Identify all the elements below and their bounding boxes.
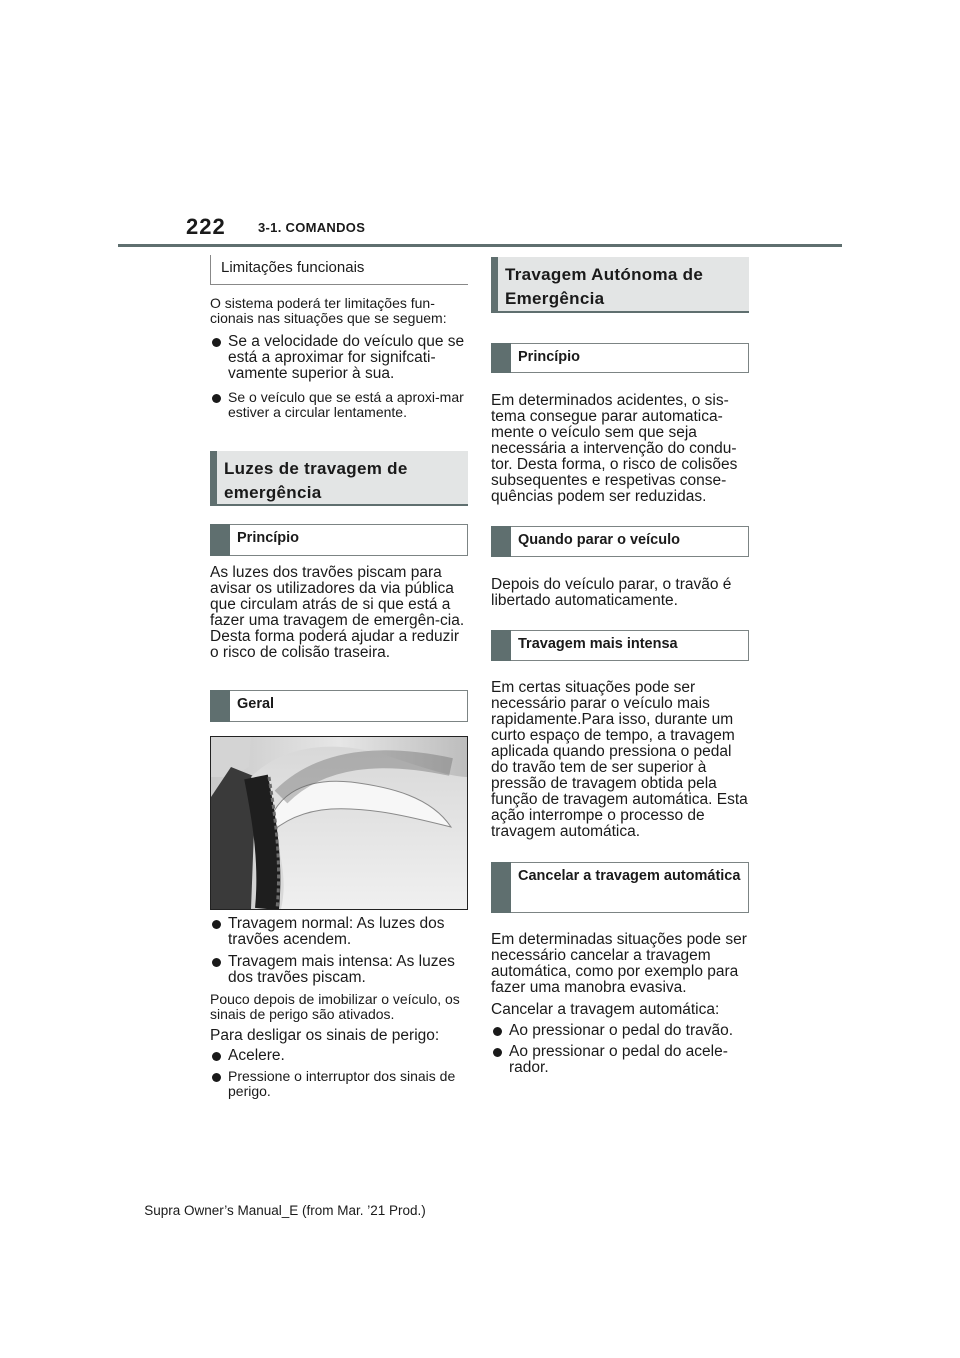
header-rule (118, 244, 842, 247)
subheading-intense-braking: Travagem mais intensa (491, 630, 749, 661)
list-item: Travagem normal: As luzes dos travões acendem. (210, 916, 468, 948)
limitations-subheading: Limitações funcionais (210, 255, 468, 285)
principle-text-left: As luzes dos travões piscam para avisar os utilizadores da via pública que circulam atrás de si que está a fazer uma travagem de emergên-cia. Desta forma poderá ajudar a reduzir o risco de colisão traseira. (210, 564, 465, 661)
subheading-general: Geral (210, 690, 468, 722)
principle-text-right: Em determinados acidentes, o sis-tema consegue parar automatica-mente o veículo sem que seja necessária a intervenção do condu-tor. Desta forma, o risco de colisões subsequentes e respetivas conse-quências podem ser reduzidas. (491, 392, 738, 505)
brake-light-illustration (210, 736, 468, 910)
subheading-stop: Quando parar o veículo (491, 526, 749, 557)
general-block (210, 916, 468, 1099)
list-item: Se a velocidade do veículo que se está a aproximar for signifcati-vamente superior à sua. (210, 334, 468, 382)
hazard-text: Pouco depois de imobilizar o veículo, os sinais de perigo são ativados. (210, 991, 460, 1022)
stop-text-block (491, 577, 749, 609)
subheading-principle-right: Princípio (491, 343, 749, 373)
chapter-title: 3-1. COMANDOS (258, 220, 366, 235)
cancel-block (491, 932, 749, 1076)
list-item: Travagem mais intensa: As luzes dos travões piscam. (210, 954, 468, 986)
subheading-principle-left: Princípio (210, 524, 468, 556)
disable-intro: Para desligar os sinais de perigo: (210, 1027, 440, 1044)
disable-list (210, 1048, 468, 1099)
cancel-text: Em determinadas situações pode ser necessário cancelar a travagem automática, como por exemplo para fazer uma manobra evasiva. (491, 931, 747, 996)
page-number: 222 (186, 214, 226, 239)
principle-text-left-block (210, 565, 468, 661)
list-item: Pressione o interruptor dos sinais de perigo. (210, 1069, 468, 1099)
cancel-intro: Cancelar a travagem automática: (491, 1001, 720, 1018)
limitations-list (210, 334, 468, 420)
subheading-cancel: Cancelar a travagem automática (491, 862, 749, 913)
limitations-intro: O sistema poderá ter limitações fun-cionais nas situações que se seguem: (210, 295, 447, 326)
footer-text: Supra Owner’s Manual_E (from Mar. ’21 Prod.) (144, 1203, 426, 1218)
list-item: Ao pressionar o pedal do travão. (491, 1023, 749, 1039)
section-heading-autonomous-braking: Travagem Autónoma de Emergência (491, 257, 749, 313)
brake-light-image (211, 737, 467, 909)
section-heading-emergency-lights: Luzes de travagem de emergência (210, 451, 468, 506)
list-item: Ao pressionar o pedal do acele-rador. (491, 1044, 749, 1076)
list-item: Acelere. (210, 1048, 468, 1064)
principle-text-right-block (491, 393, 749, 505)
list-item: Se o veículo que se está a aproxi-mar estiver a circular lentamente. (210, 390, 468, 420)
intense-text: Em certas situações pode ser necessário parar o veículo mais rapidamente.Para isso, durante um curto espaço de tempo, a travagem aplicada quando pressiona o pedal do travão tem de ser superior à pressão de travagem obtida pela função de travagem automática. Esta ação interrompe o processo de travagem automática. (491, 679, 748, 840)
general-list (210, 916, 468, 986)
intense-text-block (491, 680, 749, 840)
stop-text: Depois do veículo parar, o travão é libertado automaticamente. (491, 576, 732, 609)
limitations-block (210, 296, 468, 420)
cancel-list (491, 1023, 749, 1076)
